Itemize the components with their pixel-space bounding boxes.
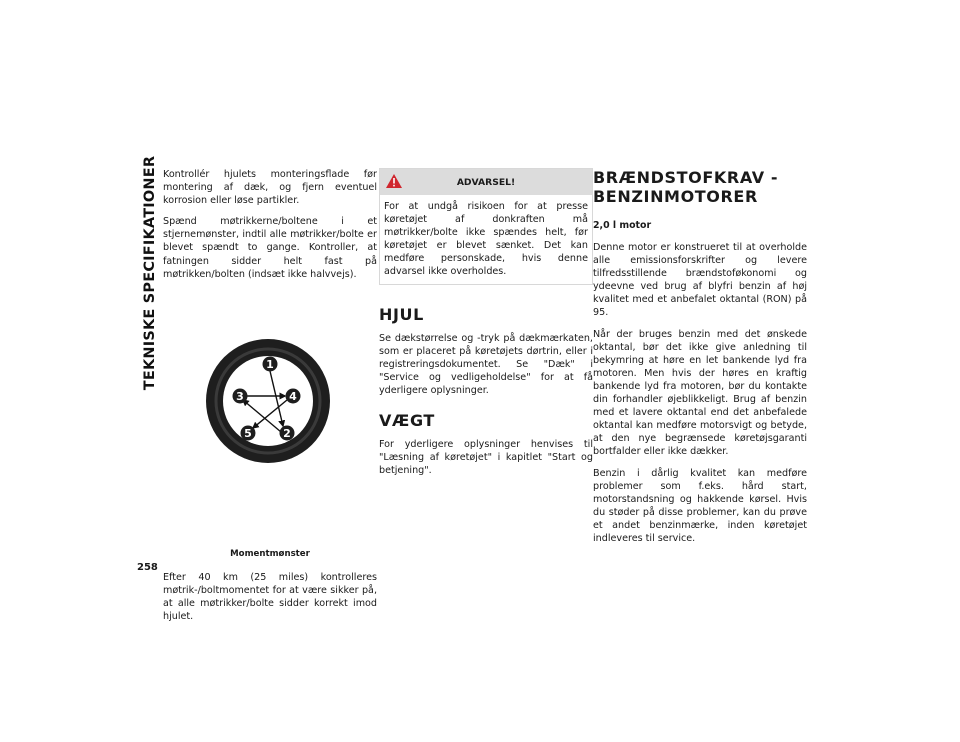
warning-triangle-icon	[386, 174, 402, 188]
page-number: 258	[137, 562, 158, 573]
lug-label-1: 1	[266, 357, 274, 371]
heading-wheels: HJUL	[379, 304, 424, 324]
column-2	[379, 168, 593, 485]
subheading-engine: 2,0 l motor	[593, 220, 652, 231]
paragraph-wheels: Se dækstørrelse og -tryk på dækmærkaten, som er placeret på køretøjets dørtrin, eller i registreringsdokumentet. Se "Dæk" i "Service og vedligeholdelse" for at få yderligere oplysninger.	[379, 332, 593, 396]
paragraph-weight: For yderligere oplysninger henvises til "Læsning af køretøjet" i kapitlet "Start og betjening".	[379, 439, 593, 477]
lug-label-5: 5	[244, 426, 252, 440]
column-3	[593, 168, 807, 553]
figure-caption: Momentmønster	[230, 548, 310, 559]
chapter-title-text: TEKNISKE SPECIFIKATIONER	[142, 155, 158, 390]
paragraph-mounting-surface: Kontrollér hjulets monteringsflade før montering af dæk, og fjern eventuel korrosion eller løse partikler.	[163, 169, 377, 207]
warning-title: ADVARSEL!	[456, 176, 516, 188]
wheel-torque-diagram	[203, 336, 333, 466]
column-1	[163, 168, 377, 631]
paragraph-poor-fuel: Benzin i dårlig kvalitet kan medføre problemer som f.eks. hård start, motorstandsning og hakkende kørsel. Hvis du støder på disse problemer, kan du prøve et andet benzinmærke, inden køretøjet indleveres til service.	[593, 467, 807, 544]
lug-nut-4	[286, 388, 301, 403]
paragraph-knocking: Når der bruges benzin med det ønskede oktantal, bør det ikke give anledning til bekymring at høre en let bankende lyd fra motoren. Men hvis der høres en kraftig bankende lyd fra motoren, bør du kontakte din forhandler øjeblikkeligt. Brug af benzin med et lavere oktantal end det anbefalede oktantal kan medføre motorsvigt og betyde, at den nye begrænsede køretøjsgaranti bortfalder eller ikke dækker.	[593, 328, 807, 458]
warning-header	[380, 169, 592, 195]
paragraph-engine-design: Denne motor er konstrueret til at overholde alle emissionsforskrifter og levere tilfredsstillende brændstoføkonomi og ydeevne ved brug af blyfri benzin af høj kvalitet med et anbefalet oktantal (RON) på 95.	[593, 242, 807, 319]
lug-nut-3	[233, 388, 248, 403]
lug-label-3: 3	[236, 389, 244, 403]
lug-nut-2	[280, 425, 295, 440]
warning-text: For at undgå risikoen for at presse køretøjet af donkraften må møtrikker/bolte ikke spændes helt, før køretøjet er blevet sænket. Det kan medføre personskade, hvis denne advarsel ikke overholdes.	[384, 201, 588, 278]
lug-nut-5	[241, 425, 256, 440]
lug-label-4: 4	[289, 389, 297, 403]
warning-box	[379, 168, 593, 285]
paragraph-star-pattern: Spænd møtrikkerne/boltene i et stjernemønster, indtil alle møtrikker/bolte er blevet spændt to gange. Kontroller, at fatningen sidder helt fast på møtrikken/bolten (indsæt ikke halvvejs).	[163, 216, 377, 280]
torque-pattern-figure	[163, 336, 377, 546]
heading-weight: VÆGT	[379, 411, 435, 431]
heading-fuel-requirements: BRÆNDSTOFKRAV - BENZINMOTORER	[593, 168, 779, 206]
lug-label-2: 2	[283, 426, 291, 440]
lug-nut-1	[263, 356, 278, 371]
paragraph-retorque: Efter 40 km (25 miles) kontrolleres møtrik-/boltmomentet for at være sikker på, at alle møtrikker/bolte sidder korrekt imod hjulet.	[163, 571, 377, 623]
chapter-title-vertical	[135, 155, 165, 390]
warning-body	[380, 195, 592, 284]
